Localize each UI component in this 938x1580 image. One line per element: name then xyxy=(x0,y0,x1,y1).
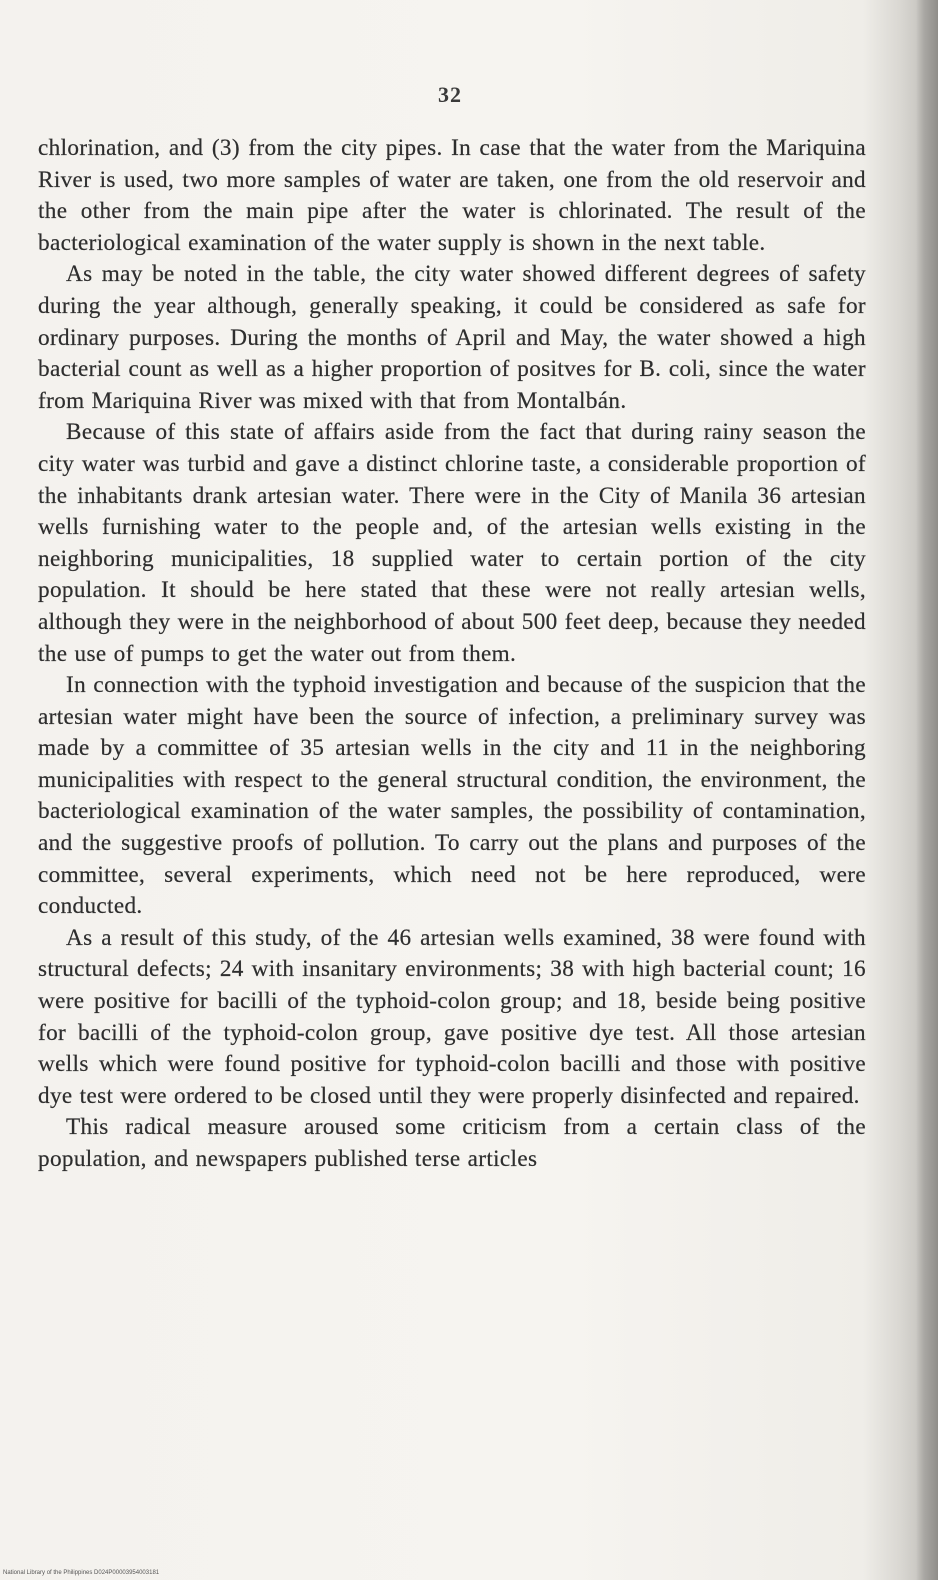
book-binding-shadow xyxy=(916,0,938,1580)
body-text xyxy=(38,133,866,1176)
paragraph-3: Because of this state of affairs aside from the fact that during rainy season the city water was turbid and gave a distinct chlorine taste, a considerable proportion of the inhabitants drank artesian water. There were in the City of Manila 36 artesian wells furnishing water to the people and, of the artesian wells existing in the neighboring municipalities, 18 supplied water to certain portion of the city population. It should be here stated that these were not really artesian wells, although they were in the neighborhood of about 500 feet deep, because they needed the use of pumps to get the water out from them. xyxy=(38,419,866,667)
paragraph-4: In connection with the typhoid investigation and because of the suspicion that the artesian water might have been the source of infection, a preliminary survey was made by a committee of 35 artesian wells in the city and 11 in the neighboring municipalities with respect to the general structural condition, the environment, the bacteriological examination of the water samples, the possibility of contamination, and the suggestive proofs of pollution. To carry out the plans and purposes of the committee, several experiments, which need not be here reproduced, were conducted. xyxy=(38,672,866,920)
page-number: 32 xyxy=(438,82,462,107)
paragraph-1: chlorination, and (3) from the city pipes. In case that the water from the Mariquina River is used, two more samples of water are taken, one from the old reservoir and the other from the main pipe after the water is chlorinated. The result of the bacteriological examination of the water supply is shown in the next table. xyxy=(38,135,866,256)
paragraph-5: As a result of this study, of the 46 artesian wells examined, 38 were found with structural defects; 24 with insanitary environments; 38 with high bacterial count; 16 were positive for bacilli of the typhoid-colon group; and 18, beside being positive for bacilli of the typhoid-colon group, gave positive dye test. All those artesian wells which were found positive for typhoid-colon bacilli and those with positive dye test were ordered to be closed until they were properly disinfected and repaired. xyxy=(38,924,866,1109)
paragraph-2: As may be noted in the table, the city water showed different degrees of safety during the year although, generally speaking, it could be considered as safe for ordinary purposes. During the months of April and May, the water showed a high bacterial count as well as a higher proportion of positves for B. coli, since the water from Mariquina River was mixed with that from Montalbán. xyxy=(38,261,866,414)
paragraph-6: This radical measure aroused some criticism from a certain class of the population, and newspapers published terse articles xyxy=(38,1114,866,1172)
library-footer-stamp: National Library of the Philippines D024P00003954003181 xyxy=(3,1570,160,1576)
